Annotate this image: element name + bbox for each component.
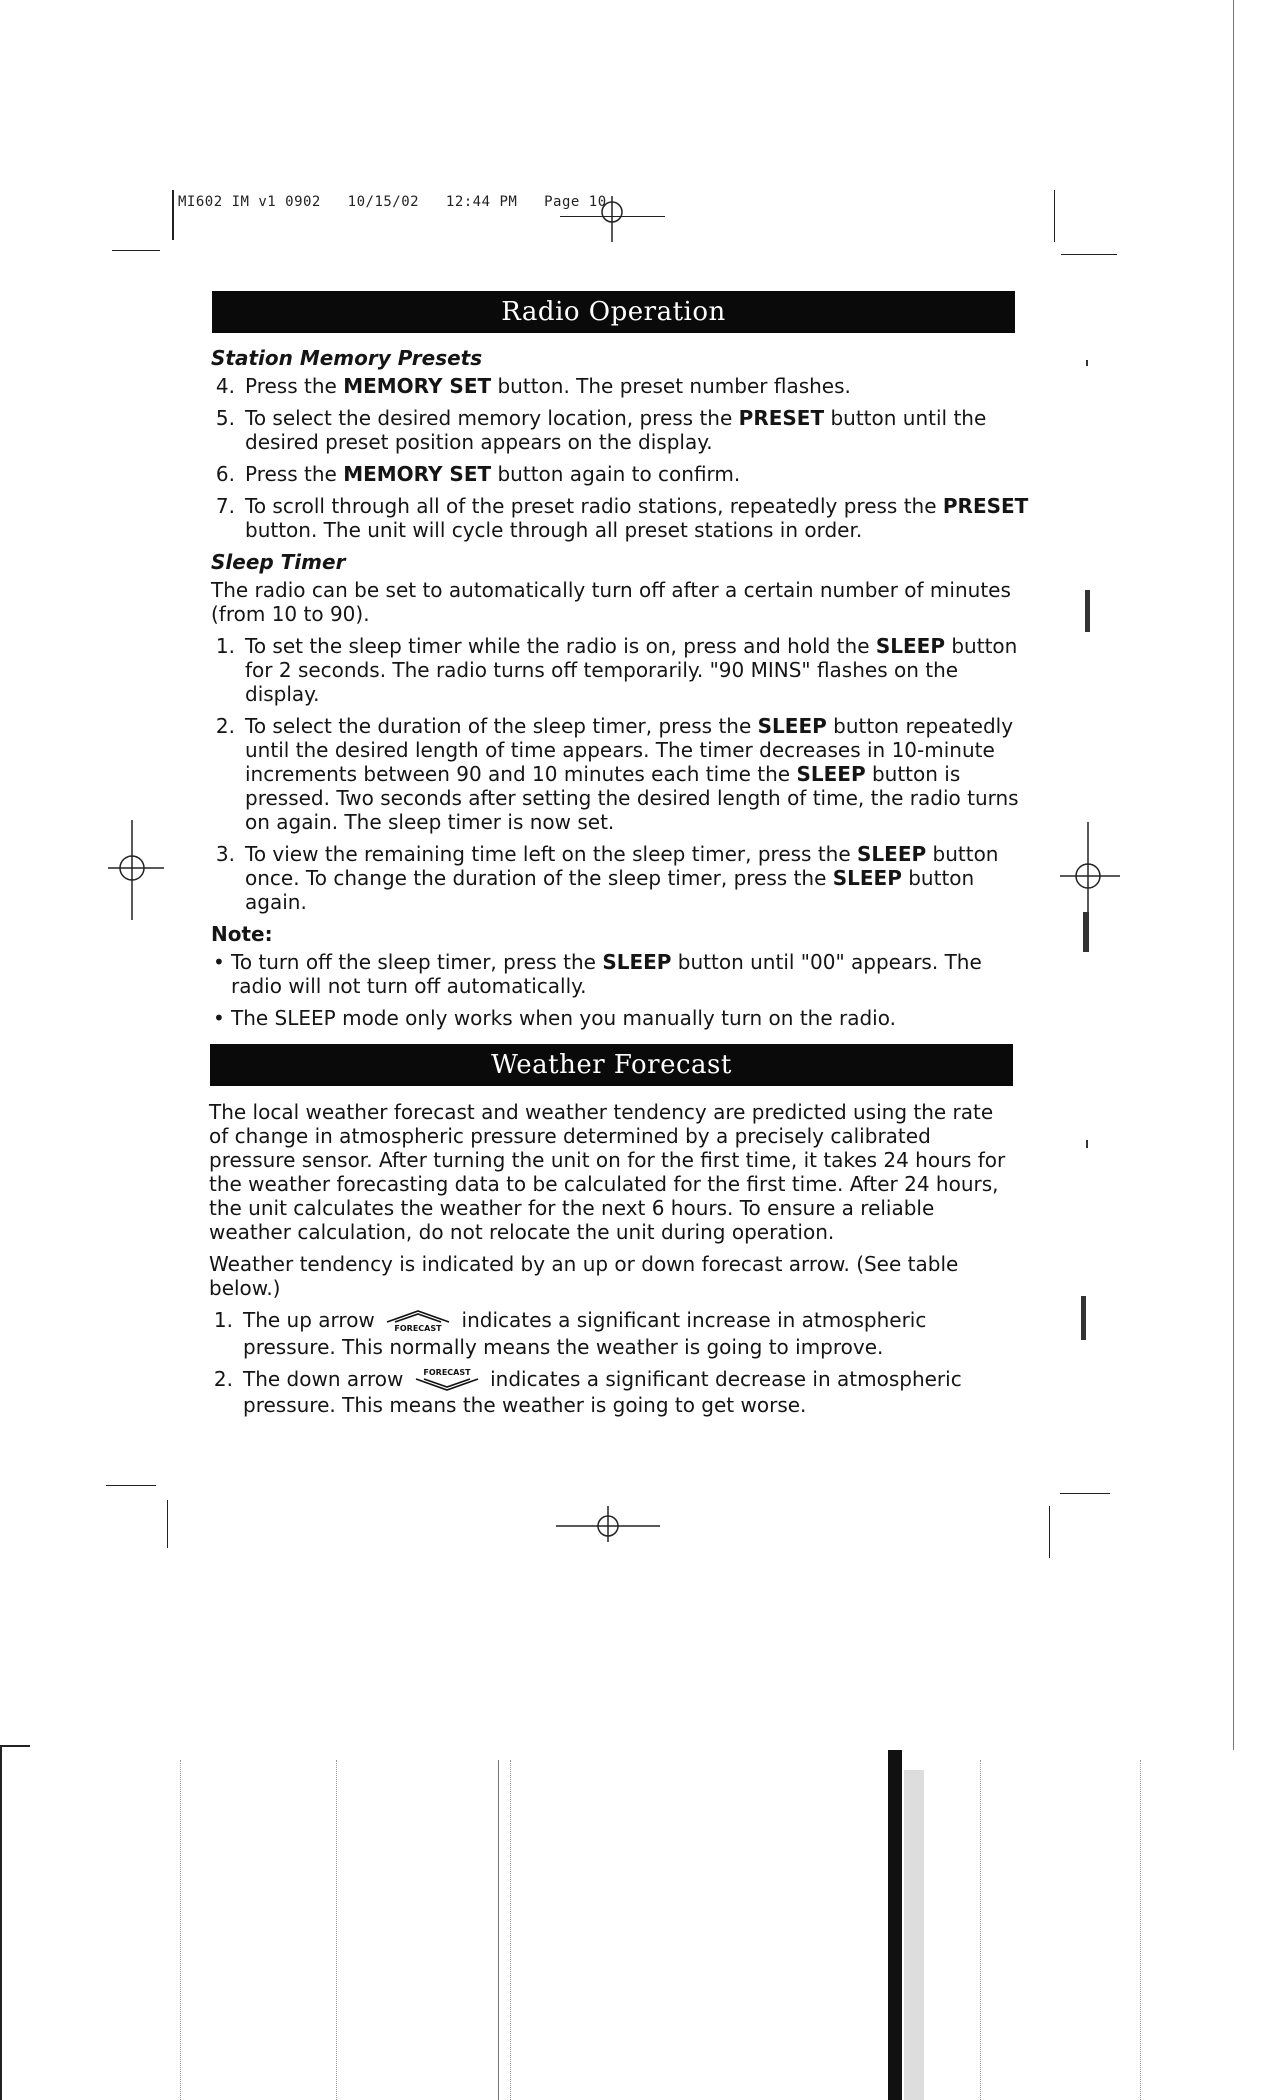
button-name: SLEEP: [602, 950, 672, 974]
page-edge: [0, 1746, 2, 2100]
slug-date: 10/15/02: [347, 194, 420, 210]
crop-mark: [172, 190, 174, 240]
page-edge: [0, 1745, 30, 1747]
text-run: To scroll through all of the preset radio stations, repeatedly press the: [245, 494, 943, 518]
memory-preset-steps: [211, 374, 1031, 542]
weather-forecast-content: [209, 1100, 1014, 1425]
scan-edge: [904, 1770, 924, 2100]
text-run: To select the duration of the sleep timer, press the: [245, 714, 758, 738]
margin-mark: [1081, 1296, 1086, 1340]
svg-text:FORECAST: FORECAST: [423, 1368, 471, 1377]
button-name: MEMORY SET: [343, 374, 492, 398]
forecast-arrow-steps: [209, 1308, 1014, 1417]
button-name: PRESET: [942, 494, 1029, 518]
scan-noise: [336, 1760, 338, 2100]
step-number: 6.: [215, 462, 235, 486]
margin-mark: [1085, 590, 1090, 632]
sleep-timer-notes: [211, 950, 1031, 1030]
weather-paragraph: Weather tendency is indicated by an up or down forecast arrow. (See table below.): [209, 1252, 959, 1300]
crop-mark: [167, 1500, 168, 1548]
scan-edge: [888, 1750, 902, 2100]
text-run: button again.: [245, 866, 975, 914]
text-run: button until the desired preset position appears on the display.: [245, 406, 987, 454]
crop-mark: [1061, 254, 1117, 255]
text-run: To turn off the sleep timer, press the: [231, 950, 603, 974]
print-slug: [178, 194, 607, 210]
sleep-timer-intro: The radio can be set to automatically turn off after a certain number of minutes (from 10 to 90).: [211, 578, 1011, 626]
slug-page: Page 10: [544, 194, 607, 210]
weather-paragraph: The local weather forecast and weather tendency are predicted using the rate of change in atmospheric pressure determined by a precisely calibrated pressure sensor. After turning the unit on for the first time, it takes 24 hours for the weather forecasting data to be calculated for the first time. After 24 hours, the unit calculates the weather for the next 6 hours. To ensure a reliable weather calculation, do not relocate the unit during operation.: [209, 1100, 1006, 1244]
list-item: [211, 374, 1031, 398]
note-item: [211, 950, 1031, 998]
text-run: button for 2 seconds. The radio turns off temporarily. "90 MINS" flashes on the display.: [245, 634, 1018, 706]
registration-mark-icon: [556, 1502, 660, 1542]
text-run: Press the: [245, 374, 344, 398]
margin-mark: [1083, 912, 1089, 952]
note-label: Note:: [211, 922, 273, 946]
crop-mark: [106, 1485, 156, 1486]
note-item: [211, 1006, 1031, 1030]
scan-noise: [1140, 1760, 1142, 2100]
step-number: 3.: [215, 842, 235, 866]
step-number: 2.: [213, 1366, 233, 1391]
list-item: [211, 634, 1031, 706]
list-item: [211, 406, 1031, 454]
slug-file: MI602 IM v1 0902: [178, 194, 321, 210]
button-name: SLEEP: [875, 634, 945, 658]
button-name: SLEEP: [757, 714, 827, 738]
subheading-sleep-timer: Sleep Timer: [211, 550, 346, 574]
text-run: Press the: [245, 462, 344, 486]
text-run: button repeatedly until the desired length of time appears. The timer decreases in 10-minute increments between 90 and 10 minutes each time the: [245, 714, 1014, 786]
list-item: [211, 494, 1031, 542]
text-run: The up arrow: [243, 1308, 382, 1332]
text-run: button again to confirm.: [491, 462, 741, 486]
margin-mark: [1086, 360, 1088, 366]
text-run: button. The unit will cycle through all preset stations in order.: [245, 518, 863, 542]
text-run: To select the desired memory location, press the: [245, 406, 739, 430]
crop-mark: [1049, 1506, 1050, 1558]
text-run: To view the remaining time left on the sleep timer, press the: [245, 842, 858, 866]
crop-mark: [1060, 1493, 1110, 1494]
text-run: The SLEEP mode only works when you manually turn on the radio.: [231, 1006, 896, 1030]
button-name: MEMORY SET: [343, 462, 492, 486]
button-name: SLEEP: [857, 842, 927, 866]
text-run: button once. To change the duration of the sleep timer, press the: [245, 842, 999, 890]
radio-operation-content: [211, 346, 1031, 1038]
crop-mark: [1054, 190, 1055, 242]
text-run: To set the sleep timer while the radio is on, press and hold the: [245, 634, 876, 658]
registration-mark-icon: [592, 196, 632, 242]
scan-noise: [498, 1760, 500, 2100]
text-run: The down arrow: [243, 1366, 410, 1391]
subheading-station-memory-presets: Station Memory Presets: [211, 346, 483, 370]
step-number: 4.: [215, 374, 235, 398]
list-item: [209, 1308, 1014, 1359]
svg-text:FORECAST: FORECAST: [394, 1323, 442, 1333]
list-item: [211, 842, 1031, 914]
scan-noise: [980, 1760, 982, 2100]
list-item: [211, 462, 1031, 486]
text-run: indicates a significant decrease in atmospheric pressure. This means the weather is going to get worse.: [243, 1366, 962, 1417]
list-item: [211, 714, 1031, 834]
registration-mark-icon: [108, 820, 164, 920]
step-number: 5.: [215, 406, 235, 430]
sleep-timer-steps: [211, 634, 1031, 914]
step-number: 1.: [213, 1308, 233, 1332]
scan-noise: [180, 1760, 182, 2100]
button-name: SLEEP: [832, 866, 902, 890]
step-number: 7.: [215, 494, 235, 518]
page-edge: [1233, 0, 1234, 1750]
crop-mark: [112, 250, 160, 251]
section-banner-radio-operation: Radio Operation: [212, 291, 1015, 333]
step-number: 2.: [215, 714, 235, 738]
section-banner-weather-forecast: Weather Forecast: [210, 1044, 1013, 1086]
button-name: SLEEP: [796, 762, 866, 786]
margin-mark: [1086, 1140, 1088, 1148]
text-run: button. The preset number flashes.: [491, 374, 851, 398]
forecast-up-arrow-icon: [381, 1309, 455, 1335]
text-run: button is pressed. Two seconds after setting the desired length of time, the radio turns on again. The sleep timer is now set.: [245, 762, 1019, 834]
text-run: indicates a significant increase in atmospheric pressure. This normally means the weather is going to improve.: [243, 1308, 927, 1359]
scan-noise: [510, 1760, 512, 2100]
list-item: [209, 1367, 1014, 1418]
text-run: button until "00" appears. The radio will not turn off automatically.: [231, 950, 982, 998]
registration-mark-icon: [1060, 822, 1120, 922]
step-number: 1.: [215, 634, 235, 658]
forecast-down-arrow-icon: [410, 1367, 484, 1393]
slug-time: 12:44 PM: [445, 194, 518, 210]
button-name: PRESET: [738, 406, 825, 430]
